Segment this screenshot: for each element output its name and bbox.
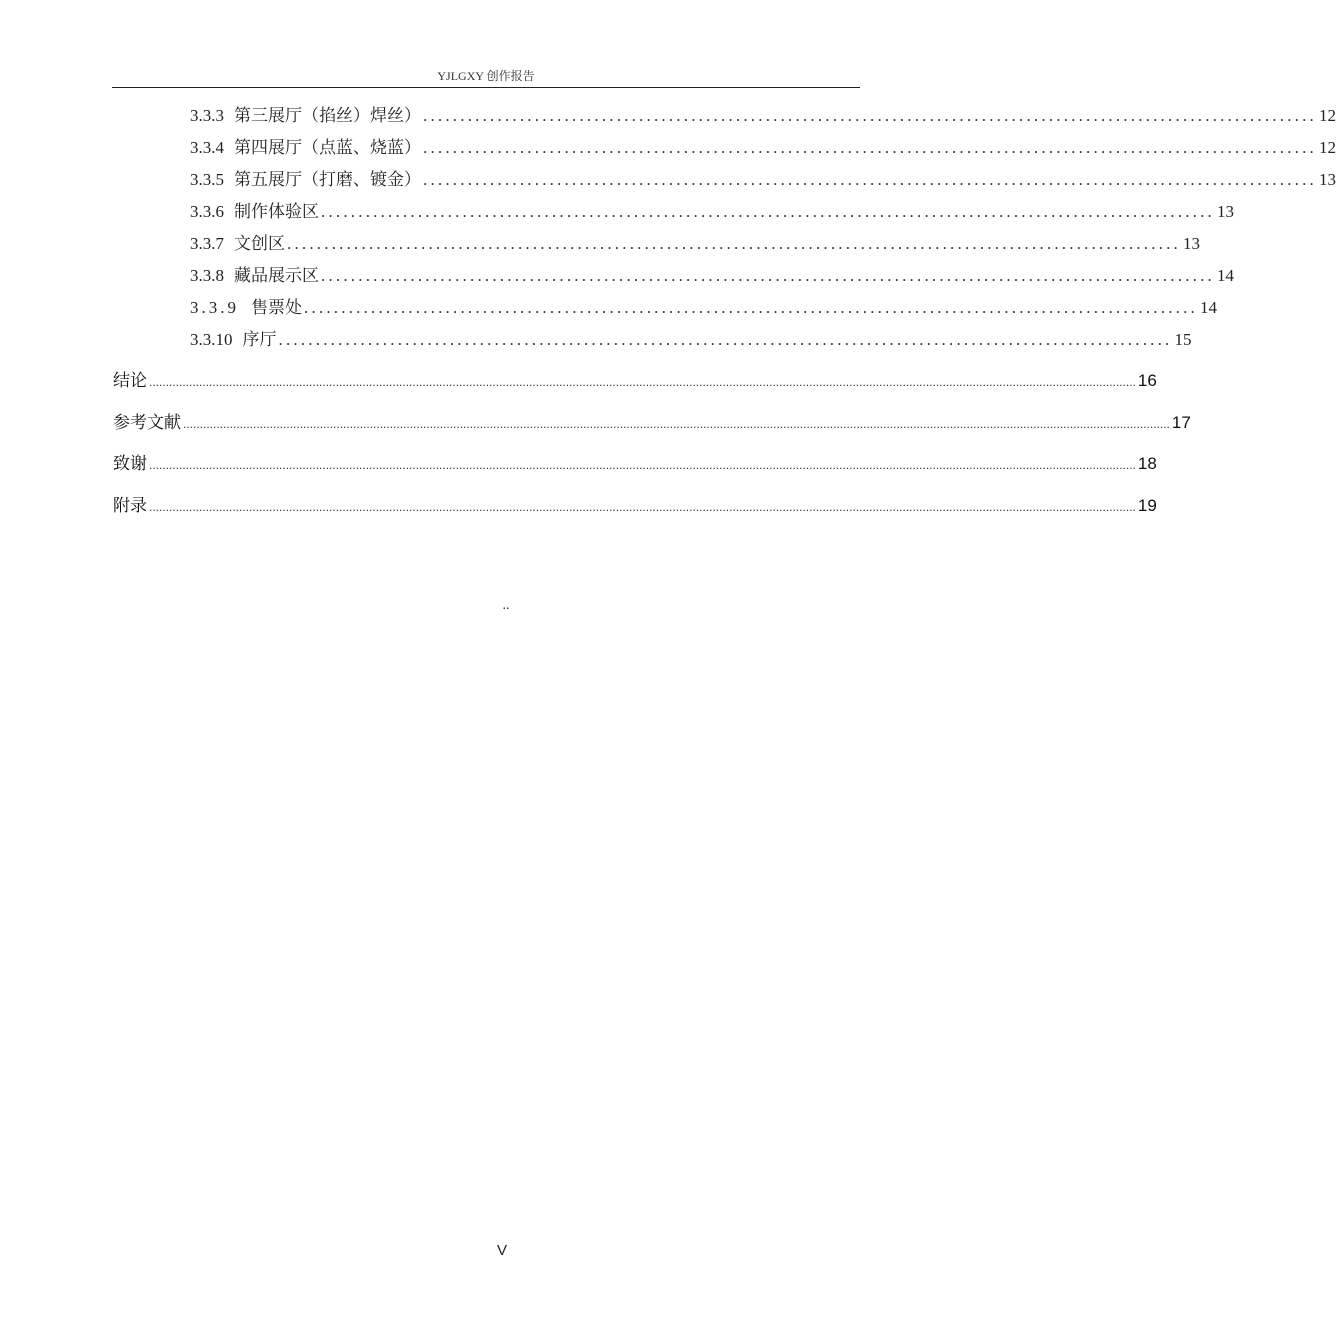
toc-entry-3-3-4[interactable] bbox=[190, 133, 1336, 158]
toc-entry-3-3-9[interactable] bbox=[190, 293, 1217, 318]
dot-leader: ........................................................................................................................ bbox=[287, 234, 1181, 253]
toc-entry-conclusion[interactable] bbox=[113, 366, 1157, 391]
toc-entry-page: 15 bbox=[1174, 330, 1192, 349]
toc-entry-page: 16 bbox=[1137, 371, 1157, 390]
dot-leader: ........................................................................................................................ bbox=[423, 106, 1317, 125]
toc-entry-title: 售票处 bbox=[251, 298, 302, 317]
dot-leader: ........................................................................................................................ bbox=[423, 170, 1317, 189]
dot-leader: ........................................................................................................................................................................................................................................................................................................ bbox=[149, 500, 1136, 514]
dot-leader: ........................................................................................................................................................................................................................................................................................................ bbox=[149, 458, 1136, 472]
toc-entry-title: 序厅 bbox=[242, 330, 277, 349]
toc-entry-number: 3.3.7 bbox=[190, 234, 224, 253]
toc-entry-page: 14 bbox=[1200, 298, 1217, 317]
dot-leader: ........................................................................................................................ bbox=[423, 138, 1317, 157]
dot-leader: ........................................................................................................................................................................................................................................................................................................ bbox=[183, 417, 1170, 431]
toc-entry-title: 第四展厅（点蓝、烧蓝） bbox=[234, 138, 421, 157]
toc-entry-number: 3.3.4 bbox=[190, 138, 224, 157]
toc-entry-number: 3.3.6 bbox=[190, 202, 224, 221]
toc-entry-title: 文创区 bbox=[234, 234, 285, 253]
toc-entry-references[interactable] bbox=[113, 408, 1191, 433]
toc-entry-page: 18 bbox=[1137, 454, 1157, 473]
toc-entry-page: 14 bbox=[1217, 266, 1234, 285]
toc-entry-number: 3.3.8 bbox=[190, 266, 224, 285]
page-header: YJLGXY 创作报告 bbox=[112, 66, 860, 88]
toc-entry-title: 第三展厅（掐丝）焊丝） bbox=[234, 106, 421, 125]
toc-entry-3-3-8[interactable] bbox=[190, 261, 1234, 286]
toc-entry-3-3-5[interactable] bbox=[190, 165, 1336, 190]
toc-entry-3-3-6[interactable] bbox=[190, 197, 1234, 222]
dot-leader: ........................................................................................................................ bbox=[304, 298, 1198, 317]
toc-entry-appendix[interactable] bbox=[113, 491, 1157, 516]
toc-entry-title: 藏品展示区 bbox=[234, 266, 319, 285]
toc-entry-3-3-10[interactable] bbox=[190, 325, 1192, 350]
toc-entry-title: 第五展厅（打磨、镀金） bbox=[234, 170, 421, 189]
toc-entry-3-3-7[interactable] bbox=[190, 229, 1200, 254]
page-number: V bbox=[496, 1242, 507, 1259]
toc-entry-page: 13 bbox=[1319, 170, 1336, 189]
toc-entry-title: 制作体验区 bbox=[234, 202, 319, 221]
toc-entry-page: 12 bbox=[1319, 138, 1336, 157]
toc-entry-number: 3.3.3 bbox=[190, 106, 224, 125]
toc-entry-acknowledgements[interactable] bbox=[113, 449, 1157, 474]
toc-entry-number: 3.3.10 bbox=[190, 330, 233, 349]
toc-entry-page: 13 bbox=[1183, 234, 1200, 253]
toc-entry-title: 附录 bbox=[113, 496, 147, 515]
toc-entry-title: 致谢 bbox=[113, 454, 147, 473]
dot-leader: ........................................................................................................................................................................................................................................................................................................ bbox=[149, 375, 1136, 389]
toc-entry-3-3-3[interactable] bbox=[190, 101, 1336, 126]
dot-leader: ........................................................................................................................ bbox=[278, 330, 1173, 349]
toc-entry-page: 19 bbox=[1137, 496, 1157, 515]
toc-entry-number: 3.3.9 bbox=[190, 298, 239, 317]
toc-entry-title: 结论 bbox=[113, 371, 147, 390]
toc-entry-page: 17 bbox=[1171, 413, 1191, 432]
toc-entry-title: 参考文献 bbox=[113, 413, 181, 432]
section-break-mark: .. bbox=[502, 598, 510, 613]
toc-entry-page: 12 bbox=[1319, 106, 1336, 125]
dot-leader: ........................................................................................................................ bbox=[321, 202, 1215, 221]
toc-entry-number: 3.3.5 bbox=[190, 170, 224, 189]
dot-leader: ........................................................................................................................ bbox=[321, 266, 1215, 285]
toc-entry-page: 13 bbox=[1217, 202, 1234, 221]
